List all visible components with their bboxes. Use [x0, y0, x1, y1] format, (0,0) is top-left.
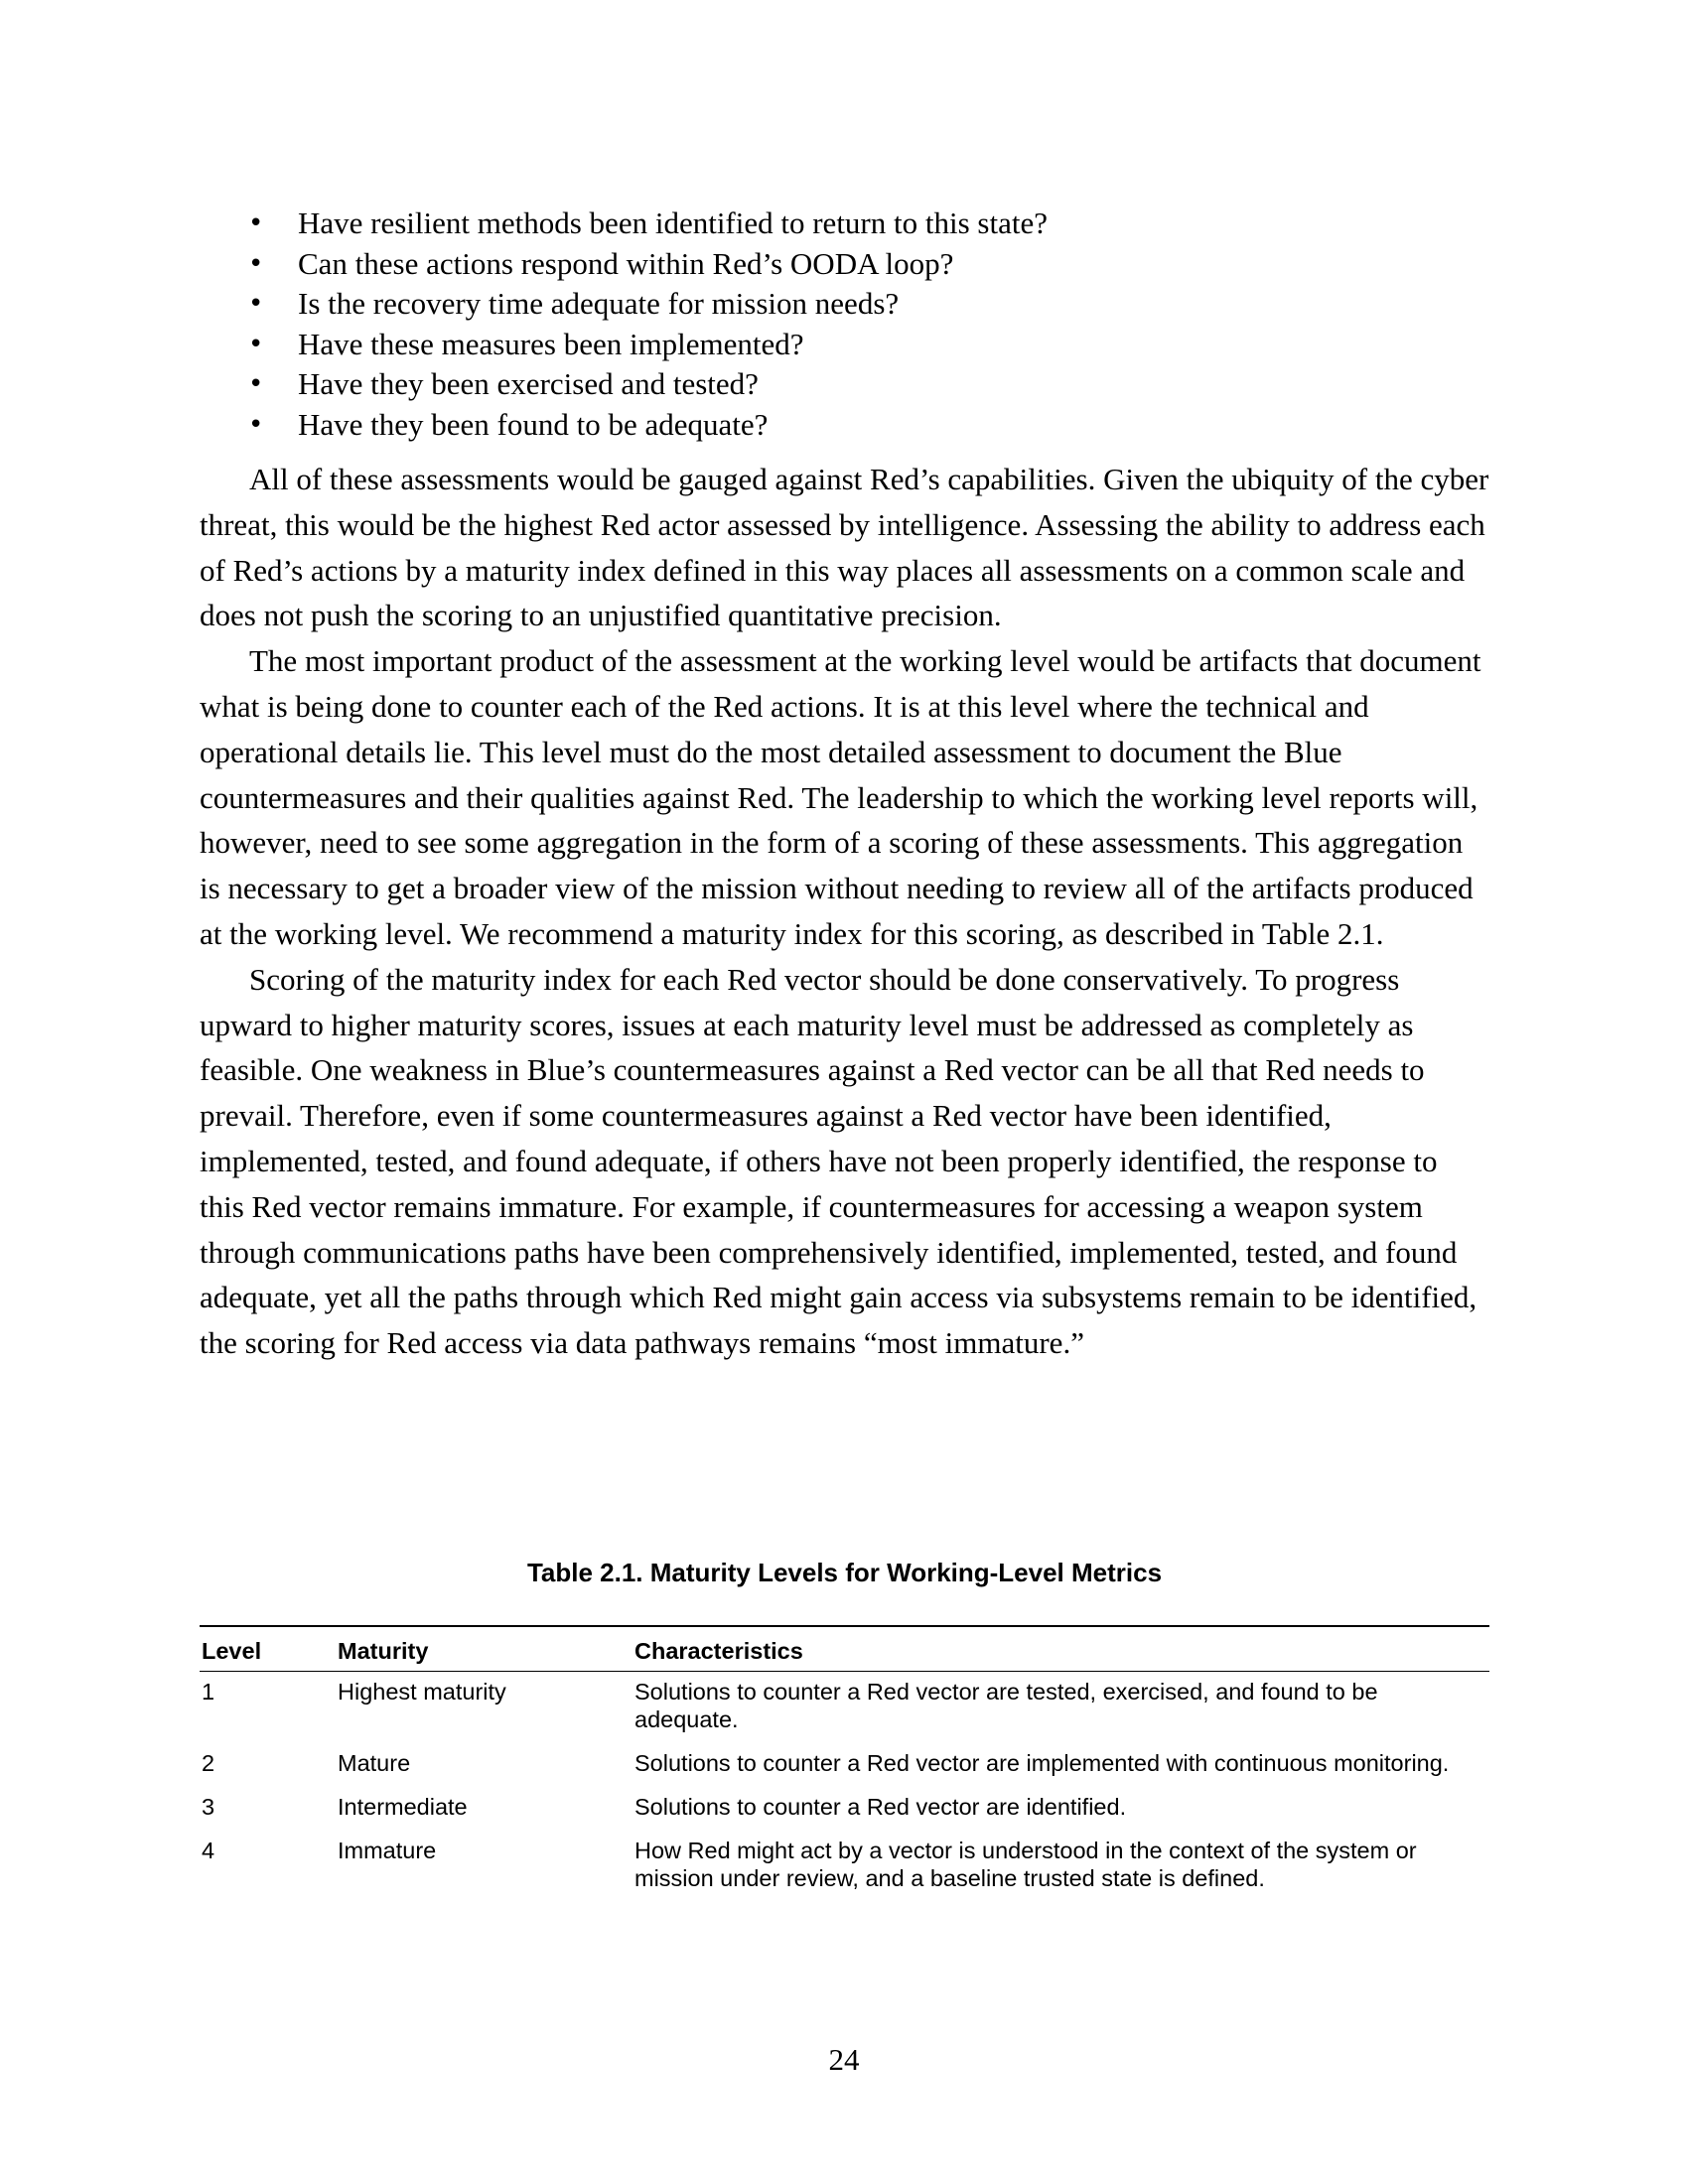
- table-header-row: [200, 1626, 1489, 1672]
- cell-characteristics: How Red might act by a vector is understood in the context of the system or mission under review, and a baseline trusted state is defined.: [634, 1838, 1417, 1891]
- cell-maturity: Immature: [338, 1838, 437, 1863]
- cell-maturity: Intermediate: [338, 1794, 468, 1820]
- question-bullet-list: [248, 204, 1489, 445]
- bullet-item: • Is the recovery time adequate for mission needs?: [248, 284, 1489, 325]
- bullet-item: • Have they been found to be adequate?: [248, 405, 1489, 446]
- cell-characteristics: Solutions to counter a Red vector are implemented with continuous monitoring.: [634, 1750, 1450, 1776]
- cell-level: 1: [202, 1679, 215, 1705]
- header-maturity: Maturity: [338, 1638, 429, 1664]
- cell-maturity: Highest maturity: [338, 1679, 506, 1705]
- bullet-item: • Have they been exercised and tested?: [248, 364, 1489, 405]
- header-characteristics: Characteristics: [634, 1638, 803, 1664]
- cell-level: 4: [202, 1838, 215, 1863]
- table-row: [200, 1785, 1489, 1829]
- header-level: Level: [202, 1638, 262, 1664]
- body-text: [200, 457, 1489, 1366]
- maturity-levels-table: [200, 1625, 1489, 1900]
- bullet-item: • Have these measures been implemented?: [248, 325, 1489, 365]
- table-row: [200, 1741, 1489, 1785]
- cell-level: 3: [202, 1794, 215, 1820]
- bullet-item: • Have resilient methods been identified to return to this state?: [248, 204, 1489, 244]
- cell-characteristics: Solutions to counter a Red vector are tested, exercised, and found to be adequate.: [634, 1679, 1378, 1732]
- bullet-item: • Can these actions respond within Red’s OODA loop?: [248, 244, 1489, 285]
- table-caption: Table 2.1. Maturity Levels for Working-Level Metrics: [526, 1558, 1163, 1587]
- paragraph: The most important product of the assessment at the working level would be artifacts that document what is being done to counter each of the Red actions. It is at this level where the technical and operational details lie. This level must do the most detailed assessment to document the Blue countermeasures and their qualities against Red. The leadership to which the working level reports will, however, need to see some aggregation in the form of a scoring of these assessments. This aggregation is necessary to get a broader view of the mission without needing to review all of the artifacts produced at the working level. We recommend a maturity index for this scoring, as described in Table 2.1.: [200, 643, 1481, 951]
- page-number: 24: [828, 2042, 860, 2077]
- maturity-table: [200, 1625, 1489, 1900]
- cell-maturity: Mature: [338, 1750, 411, 1776]
- paragraph: All of these assessments would be gauged against Red’s capabilities. Given the ubiquity of the cyber threat, this would be the highest Red actor assessed by intelligence. Assessing the ability to address each of Red’s actions by a maturity index defined in this way places all assessments on a common scale and does not push the scoring to an unjustified quantitative precision.: [200, 462, 1489, 633]
- table-row: [200, 1672, 1489, 1742]
- cell-level: 2: [202, 1750, 215, 1776]
- table-row: [200, 1829, 1489, 1900]
- cell-characteristics: Solutions to counter a Red vector are identified.: [634, 1794, 1127, 1820]
- paragraph: Scoring of the maturity index for each Red vector should be done conservatively. To progress upward to higher maturity scores, issues at each maturity level must be addressed as completely as feasible. One weakness in Blue’s countermeasures against a Red vector can be all that Red needs to prevail. Therefore, even if some countermeasures against a Red vector have been identified, implemented, tested, and found adequate, if others have not been properly identified, the response to this Red vector remains immature. For example, if countermeasures for accessing a weapon system through communications paths have been comprehensively identified, implemented, tested, and found adequate, yet all the paths through which Red might gain access via subsystems remain to be identified, the scoring for Red access via data pathways remains “most immature.”: [200, 961, 1477, 1361]
